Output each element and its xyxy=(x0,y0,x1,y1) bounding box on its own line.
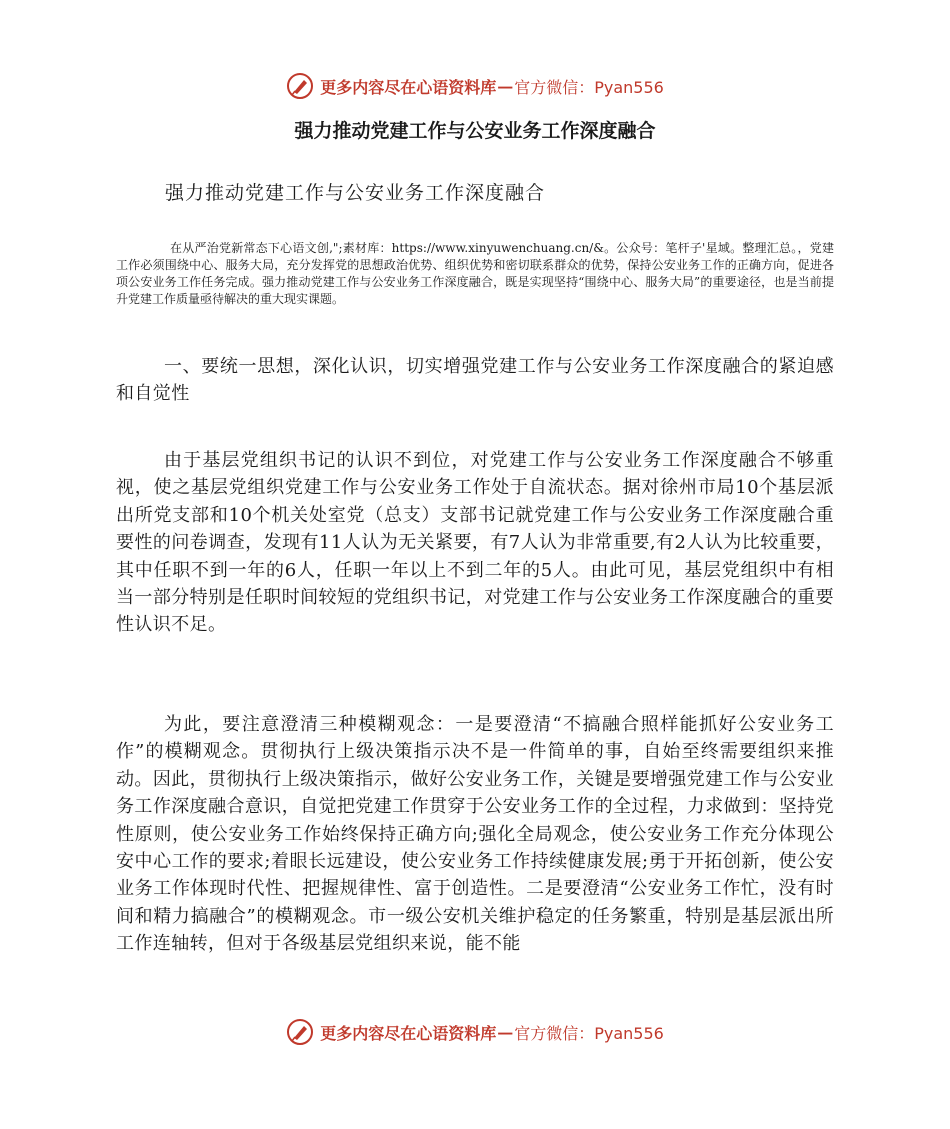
banner-separator: — xyxy=(497,76,514,96)
section-heading-paragraph: 一、要统一思想，深化认识，切实增强党建工作与公安业务工作深度融合的紧迫感和自觉性 xyxy=(116,356,834,405)
banner-contact: 官方微信：Pyan556 xyxy=(514,1023,664,1043)
banner-separator: — xyxy=(497,1022,514,1042)
quill-pen-logo-icon xyxy=(286,1018,314,1046)
banner-text: 更多内容尽在心语资料库 xyxy=(320,1023,497,1043)
body-paragraph: 由于基层党组织书记的认识不到位，对党建工作与公安业务工作深度融合不够重视，使之基层党组织党建工作与公安业务工作处于自流状态。据对徐州市局10个基层派出所党支部和10个机关处室党（总支）支部书记就党建工作与公安业务工作深度融合重要性的问卷调查，发现有11人认为无关紧要，有7人认为非常重要,有2人认为比较重要，其中任职不到一年的6人，任职一年以上不到二年的5人。由此可见，基层党组织中有相当一部分特别是任职时间较短的党组织书记，对党建工作与公安业务工作深度融合的重要性认识不足。 xyxy=(116,450,834,636)
abstract-paragraph: 在从严治党新常态下心语文创,";素材库：https://www.xinyuwenchuang.cn/&。公众号：笔杆子'星域。整理汇总。，党建工作必须围绕中心、服务大局，充分发挥党的思想政治优势、组织优势和密切联系群众的优势，保持公安业务工作的正确方向，促进各项公安业务工作任务完成。强力推动党建工作与公安业务工作深度融合，既是实现坚持“围绕中心、服务大局”的重要途径，也是当前提升党建工作质量亟待解决的重大现实课题。 xyxy=(116,241,834,306)
document-subtitle: 强力推动党建工作与公安业务工作深度融合 xyxy=(165,182,546,204)
footer-banner xyxy=(0,1017,950,1047)
header-banner xyxy=(0,71,950,101)
body-paragraph: 为此，要注意澄清三种模糊观念：一是要澄清“不搞融合照样能抓好公安业务工作”的模糊观念。贯彻执行上级决策指示决不是一件简单的事，自始至终需要组织来推动。因此，贯彻执行上级决策指示，做好公安业务工作，关键是要增强党建工作与公安业务工作深度融合意识，自觉把党建工作贯穿于公安业务工作的全过程，力求做到：坚持党性原则，使公安业务工作始终保持正确方向;强化全局观念，使公安业务工作充分体现公安中心工作的要求;着眼长远建设，使公安业务工作持续健康发展;勇于开拓创新，使公安业务工作体现时代性、把握规律性、富于创造性。二是要澄清“公安业务工作忙，没有时间和精力搞融合”的模糊观念。市一级公安机关维护稳定的任务繁重，特别是基层派出所工作连轴转，但对于各级基层党组织来说，能不能 xyxy=(116,714,834,955)
document-title: 强力推动党建工作与公安业务工作深度融合 xyxy=(294,120,656,142)
banner-contact: 官方微信：Pyan556 xyxy=(514,77,664,97)
banner-text: 更多内容尽在心语资料库 xyxy=(320,77,497,97)
quill-pen-logo-icon xyxy=(286,72,314,100)
